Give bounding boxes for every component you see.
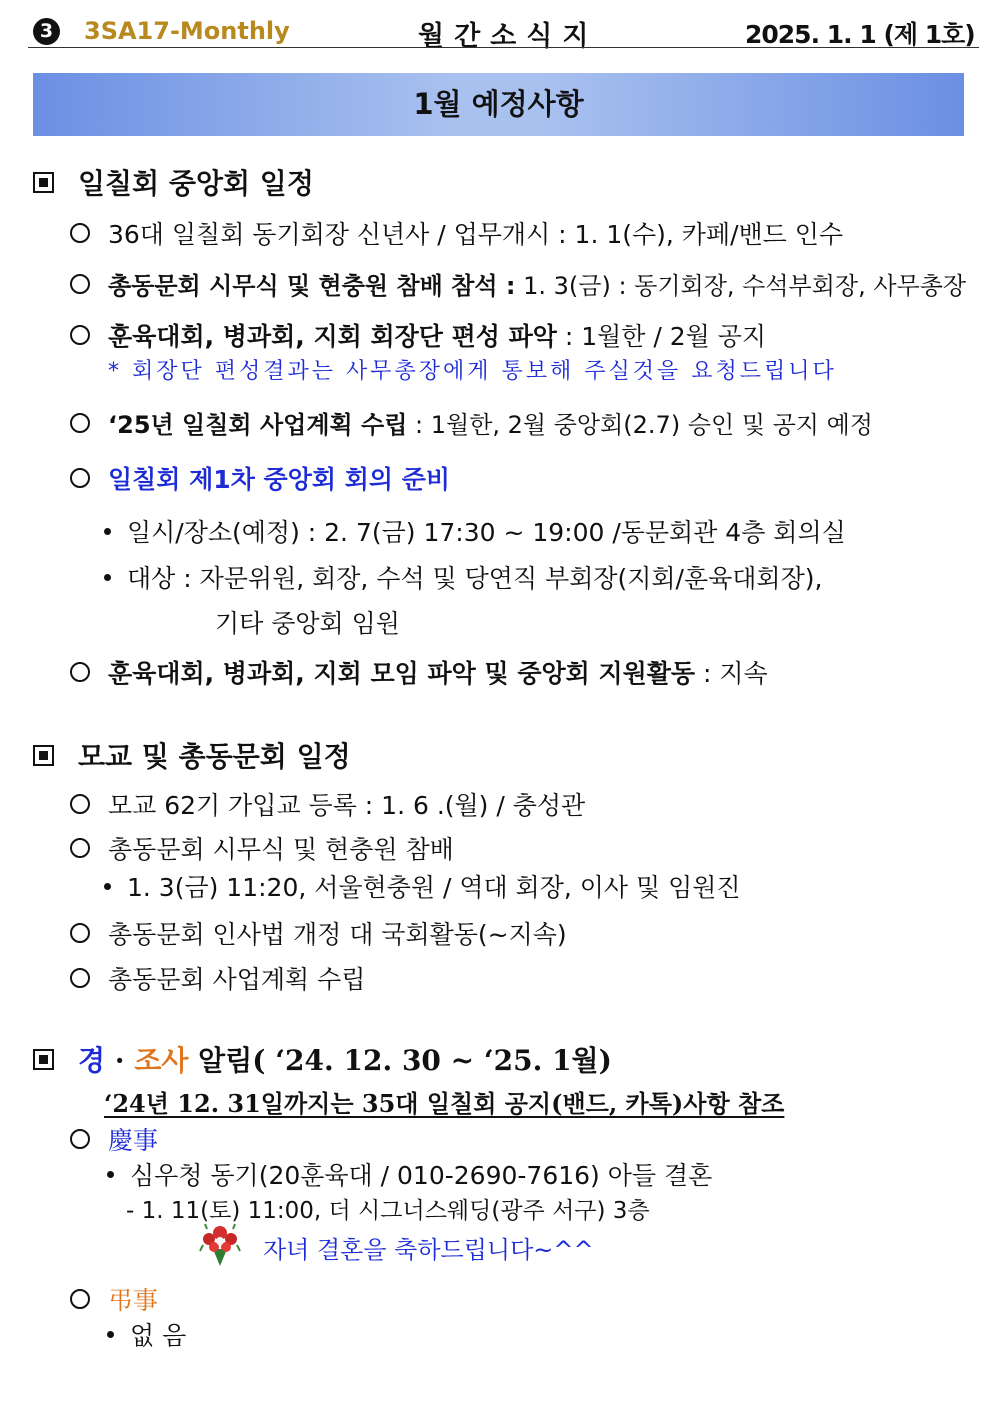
issue-number-icon: 3 bbox=[33, 18, 60, 45]
hollow-circle-bullet-icon bbox=[70, 838, 90, 858]
hollow-circle-bullet-icon bbox=[70, 1289, 90, 1309]
section-3-heading: 경 · 조사 알림( ‘24. 12. 30 ~ ‘25. 1월) bbox=[33, 1039, 612, 1079]
hollow-circle-bullet-icon bbox=[70, 223, 90, 243]
month-banner: 1월 예정사항 bbox=[33, 73, 964, 136]
list-item: ‘25년 일칠회 사업계획 수립 : 1월한, 2월 중앙회(2.7) 승인 및 공지 예정 bbox=[70, 405, 873, 440]
meeting-when: 일시/장소(예정) : 2. 7(금) 17:30 ~ 19:00 /동문회관 4층 회의실 bbox=[104, 513, 846, 549]
hollow-circle-bullet-icon bbox=[70, 662, 90, 682]
list-item: 훈육대회, 병과회, 지회 회장단 편성 파악 : 1월한 / 2월 공지 bbox=[70, 317, 766, 353]
checkbox-square-icon bbox=[33, 172, 54, 193]
list-item: 총동문회 시무식 및 현충원 참배 참석 : 1. 3(금) : 동기회장, 수석부회장, 사무총장 bbox=[70, 266, 966, 301]
list-item: 총동문회 인사법 개정 대 국회활동(~지속) bbox=[70, 915, 567, 951]
sad-event-item: 없 음 bbox=[107, 1316, 186, 1352]
happy-events-label: 慶事 bbox=[70, 1121, 158, 1157]
happy-event-detail: - 1. 11(토) 11:00, 더 시그너스웨딩(광주 서구) 3층 bbox=[126, 1198, 650, 1224]
hollow-circle-bullet-icon bbox=[70, 274, 90, 294]
dot-bullet-icon bbox=[107, 1171, 114, 1178]
hollow-circle-bullet-icon bbox=[70, 968, 90, 988]
header-divider bbox=[28, 47, 979, 48]
newsletter-code: 3SA17-Monthly bbox=[84, 17, 290, 45]
list-item: 총동문회 시무식 및 현충원 참배 bbox=[70, 830, 454, 866]
list-item: 36대 일칠회 동기회장 신년사 / 업무개시 : 1. 1(수), 카페/밴드 인수 bbox=[70, 215, 843, 251]
reference-note: ‘24년 12. 31일까지는 35대 일칠회 공지(밴드, 카톡)사항 참조 bbox=[104, 1089, 785, 1118]
happy-event-item: 심우청 동기(20훈육대 / 010-2690-7616) 아들 결혼 bbox=[107, 1156, 712, 1192]
dot-bullet-icon bbox=[104, 528, 111, 535]
section-2-title: 모교 및 총동문회 일정 bbox=[78, 740, 351, 773]
hollow-circle-bullet-icon bbox=[70, 468, 90, 488]
checkbox-square-icon bbox=[33, 745, 54, 766]
sub-item: 1. 3(금) 11:20, 서울현충원 / 역대 회장, 이사 및 임원진 bbox=[104, 868, 741, 904]
dot-bullet-icon bbox=[107, 1331, 114, 1338]
list-item: 총동문회 사업계획 수립 bbox=[70, 960, 365, 996]
hollow-circle-bullet-icon bbox=[70, 325, 90, 345]
congrats-message: 자녀 결혼을 축하드립니다~^^ bbox=[263, 1236, 594, 1264]
dot-bullet-icon bbox=[104, 883, 111, 890]
section-1-title: 일칠회 중앙회 일정 bbox=[78, 167, 314, 200]
dot-bullet-icon bbox=[104, 574, 111, 581]
issue-date: 2025. 1. 1 (제 1호) bbox=[745, 20, 975, 49]
list-item: 일칠회 제1차 중앙회 회의 준비 bbox=[70, 460, 450, 496]
hollow-circle-bullet-icon bbox=[70, 1129, 90, 1149]
meeting-who-continued: 기타 중앙회 임원 bbox=[215, 609, 400, 638]
section-2-heading bbox=[33, 735, 351, 775]
newsletter-title: 월간소식지 bbox=[418, 21, 599, 52]
hollow-circle-bullet-icon bbox=[70, 413, 90, 433]
list-item: 모교 62기 가입교 등록 : 1. 6 .(월) / 충성관 bbox=[70, 786, 585, 822]
list-item: 훈육대회, 병과회, 지회 모임 파악 및 중앙회 지원활동 : 지속 bbox=[70, 654, 768, 690]
sad-events-label: 弔事 bbox=[70, 1281, 158, 1317]
hollow-circle-bullet-icon bbox=[70, 794, 90, 814]
hollow-circle-bullet-icon bbox=[70, 923, 90, 943]
section-1-heading bbox=[33, 162, 314, 202]
note-text: * 회장단 편성결과는 사무총장에게 통보해 주실것을 요청드립니다 bbox=[108, 359, 837, 384]
meeting-who: 대상 : 자문위원, 회장, 수석 및 당연직 부회장(지회/훈육대회장), bbox=[104, 559, 822, 595]
checkbox-square-icon bbox=[33, 1049, 54, 1070]
flower-bouquet-icon bbox=[197, 1221, 243, 1267]
